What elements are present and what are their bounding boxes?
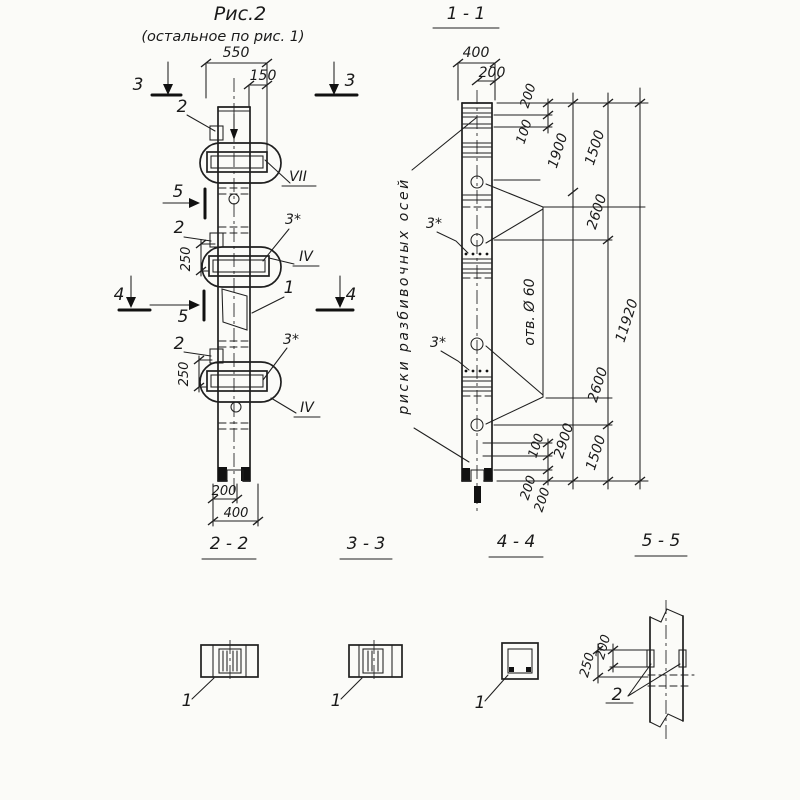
section-label-5-upper: 5 [172, 182, 184, 202]
side-axis-dots [465, 253, 489, 373]
dim-foot-400: 400 [223, 506, 249, 521]
node-iv-upper-label: IV [299, 249, 313, 265]
dim-200-risk: 200 [517, 81, 540, 111]
node-iv-lower-label: IV [300, 400, 314, 416]
figure-header [141, 3, 304, 45]
section-4-4 [475, 532, 543, 713]
section-label-3-right: 3 [344, 71, 356, 91]
dim-foot-200: 200 [211, 484, 237, 499]
section-2-2 [182, 534, 258, 711]
section-3-3-title: 3 - 3 [346, 534, 386, 554]
dim-200-bottom-a: 200 [517, 473, 540, 503]
side-dim-top [453, 45, 505, 100]
section-3-3 [331, 534, 402, 711]
front-collar-slots [207, 152, 269, 391]
section-2-2-pos-1: 1 [181, 691, 193, 711]
dim-2900: 2900 [551, 421, 578, 461]
figure-subtitle: (остальное по рис. 1) [141, 29, 305, 45]
figure-title: Рис.2 [213, 3, 267, 25]
pos-2-upper: 2 [176, 97, 188, 117]
pos-3star-lower: 3* [283, 332, 299, 348]
section-label-4-right: 4 [345, 285, 357, 305]
cross-sections [182, 531, 694, 742]
axes-note: риски разбивочных осей [396, 177, 412, 415]
dim-100-bottom: 100 [525, 431, 548, 461]
section-5-5-pos-2: 2 [611, 685, 623, 705]
dim-1500-lower: 1500 [583, 433, 610, 473]
pos-2-lower: 2 [173, 334, 185, 354]
axes-note-group [396, 118, 476, 462]
hole-callout [486, 184, 543, 424]
pos-1-panel: 1 [283, 278, 295, 298]
section-label-5-lower: 5 [177, 307, 189, 327]
section-1-1-view [396, 4, 648, 515]
section-5-5-dim-250: 250 [577, 651, 599, 680]
section-5-5-dim-200: 200 [593, 633, 615, 662]
side-pos-3star-lower: 3* [430, 335, 446, 351]
section-4-4-pos-1: 1 [474, 693, 486, 713]
front-dim-foot [208, 484, 263, 526]
dim-200-bottom-b: 200 [531, 485, 554, 515]
section-2-2-title: 2 - 2 [209, 534, 249, 554]
dim-2600-lower: 2600 [585, 365, 612, 405]
dim-100-risk: 100 [513, 117, 536, 147]
section-4-4-title: 4 - 4 [496, 532, 536, 552]
dim-1500-upper: 1500 [582, 128, 609, 168]
pos-3star-upper: 3* [285, 212, 301, 228]
front-callouts [174, 97, 320, 417]
section-label-3-left: 3 [132, 75, 144, 95]
section-3-3-pos-1: 1 [330, 691, 342, 711]
section-label-4-left: 4 [113, 285, 125, 305]
dim-200-top: 200 [478, 65, 506, 81]
top-axis-arrow [230, 114, 238, 140]
dim-550: 550 [222, 45, 250, 61]
section-5-5 [577, 531, 694, 742]
front-dim-top [201, 45, 276, 152]
dim-250-upper: 250 [179, 246, 194, 272]
dim-11920-total: 11920 [612, 297, 642, 345]
dim-400-top: 400 [462, 45, 490, 61]
section-5-5-title: 5 - 5 [641, 531, 681, 551]
bottom-axis-mark [474, 486, 481, 503]
dim-250-lower: 250 [177, 361, 192, 387]
view-1-1-title: 1 - 1 [446, 4, 486, 24]
node-vii-label: VII [289, 169, 307, 185]
pos-2-middle: 2 [173, 218, 185, 238]
panel-outline [222, 289, 247, 330]
front-view [114, 45, 357, 526]
dim-150: 150 [249, 68, 277, 84]
dim-1900: 1900 [545, 131, 572, 171]
front-hole-lower [231, 402, 241, 412]
dim-2600-upper: 2600 [584, 192, 611, 232]
hole-diameter-note: отв. Ø 60 [522, 278, 538, 346]
side-pos-3star-upper: 3* [426, 216, 442, 232]
